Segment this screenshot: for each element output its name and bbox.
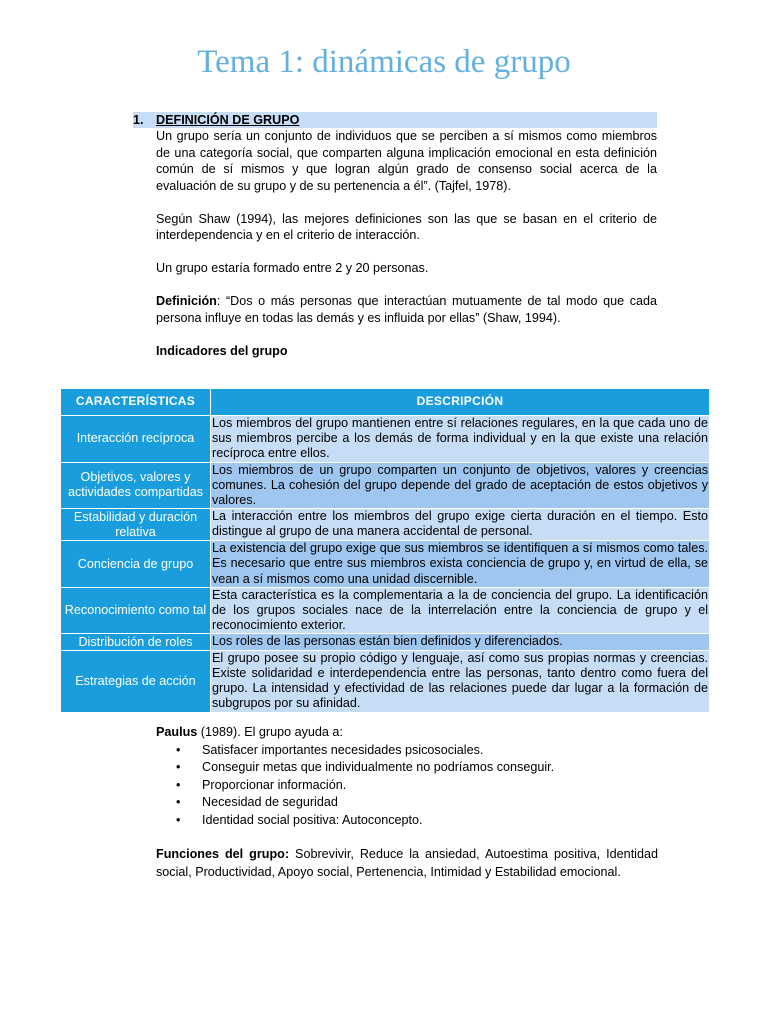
list-item [156, 742, 658, 760]
table-cell-characteristic: Estabilidad y duración relativa [61, 509, 211, 541]
list-item [156, 794, 658, 812]
paragraph-definition [156, 293, 657, 326]
table-cell-description: La existencia del grupo exige que sus miembros se identifiquen a sí mismos como tales. Es necesario que entre sus miembros exista conciencia de grupo y, en virtud de ella, se vean a sí mismos como una unidad discernible. [212, 541, 708, 586]
table-cell-characteristic: Interacción recíproca [61, 416, 211, 463]
list-item-text: Conseguir metas que individualmente no podríamos conseguir. [202, 760, 555, 775]
table-cell-description: La interacción entre los miembros del grupo exige cierta duración en el tiempo. Esto distingue al grupo de una manera accidental de personal. [211, 509, 710, 541]
table-cell-description: Los miembros de un grupo comparten un conjunto de objetivos, valores y creencias comunes. La cohesión del grupo depende del grado de aceptación de estos objetivos y valores. [212, 462, 708, 508]
table-cell-characteristic: Estrategias de acción [61, 650, 211, 712]
definition-text: : “Dos o más personas que interactúan mutuamente de tal modo que cada persona influye en todas las demás y es influida por ellas” (Shaw, 1994). [156, 294, 657, 325]
list-item-text: Identidad social positiva: Autoconcepto. [202, 812, 423, 827]
indicators-heading: Indicadores del grupo [156, 343, 288, 358]
list-item-text: Proporcionar información. [202, 777, 347, 792]
table-cell-characteristic: Conciencia de grupo [61, 541, 211, 588]
definition-label: Definición [156, 294, 217, 308]
paragraph-shaw: Según Shaw (1994), las mejores definiciones son las que se basan en el criterio de interdependencia y en el criterio de interacción. [156, 211, 657, 242]
list-item [156, 777, 658, 795]
table-cell-characteristic: Objetivos, valores y actividades compartidas [61, 462, 211, 509]
bullet-icon: • [176, 812, 181, 827]
paulus-label: Paulus [156, 725, 198, 739]
bullet-icon: • [176, 742, 181, 757]
section-number: 1. [133, 113, 144, 127]
funciones-label: Funciones del grupo: [156, 847, 290, 862]
section-paulus-funciones [156, 724, 658, 881]
bullet-icon: • [176, 777, 181, 792]
bullet-icon: • [176, 795, 181, 810]
bullet-icon: • [176, 760, 181, 775]
indicators-table [60, 388, 710, 713]
table-row [61, 587, 710, 634]
table-cell-description: El grupo posee su propio código y lenguaje, así como sus propias normas y creencias. Existe solidaridad e interdependencia entre las personas, tanto dentro como fuera del grupo. La intensidad y efectividad de las relaciones puede dar lugar a la formación de subgrupos por su afinidad. [212, 650, 708, 711]
table-cell-description: Los miembros del grupo mantienen entre sí relaciones regulares, en la que cada uno de sus miembros percibe a los demás de forma individual y en la que existe una relación recíproca entre ellos. [212, 416, 708, 461]
section-heading-text: DEFINICIÓN DE GRUPO [156, 113, 300, 127]
funciones-text: Sobrevivir, Reduce la ansiedad, Autoestima positiva, Identidad social, Productividad, Apoyo social, Pertenencia, Intimidad y Estabilidad emocional. [156, 847, 658, 879]
paragraph-group-size: Un grupo estaría formado entre 2 y 20 personas. [156, 261, 429, 275]
table-header-description: DESCRIPCIÓN [211, 389, 710, 416]
paragraph-funciones [156, 846, 658, 881]
table-cell-characteristic: Reconocimiento como tal [61, 587, 211, 634]
section-body [133, 128, 657, 359]
paragraph-tajfel: Un grupo sería un conjunto de individuos que se perciben a sí mismos como miembros de una categoría social, que comparten alguna implicación emocional en esta definición común de sí mismos y que logran algún grado de consenso social acerca de la evaluación de su grupo y de su pertenencia a él”. (Tajfel, 1978). [156, 129, 657, 193]
table-row [61, 462, 710, 509]
table-row [61, 509, 710, 541]
table-header-characteristics: CARACTERÍSTICAS [61, 389, 211, 416]
section-definicion [133, 112, 657, 359]
list-item [156, 812, 658, 830]
paulus-list [156, 742, 658, 830]
list-item-text: Necesidad de seguridad [202, 795, 338, 810]
table-cell-description: Los roles de las personas están bien definidos y diferenciados. [211, 634, 710, 650]
list-item-text: Satisfacer importantes necesidades psicosociales. [202, 742, 484, 757]
list-item [156, 759, 658, 777]
table-row [61, 541, 710, 588]
page-title: Tema 1: dinámicas de grupo [197, 44, 571, 80]
paulus-text: (1989). El grupo ayuda a: [197, 725, 343, 739]
table-row [61, 650, 710, 712]
table-row [61, 416, 710, 463]
section-heading [133, 112, 657, 128]
table-header-row [61, 389, 710, 416]
table-cell-characteristic: Distribución de roles [61, 634, 211, 650]
table-row [61, 634, 710, 650]
table-cell-description: Esta característica es la complementaria a la de conciencia del grupo. La identificación de los grupos sociales nace de la interrelación entre la conciencia de grupo y el reconocimiento exterior. [212, 587, 708, 633]
paulus-intro [156, 724, 658, 742]
